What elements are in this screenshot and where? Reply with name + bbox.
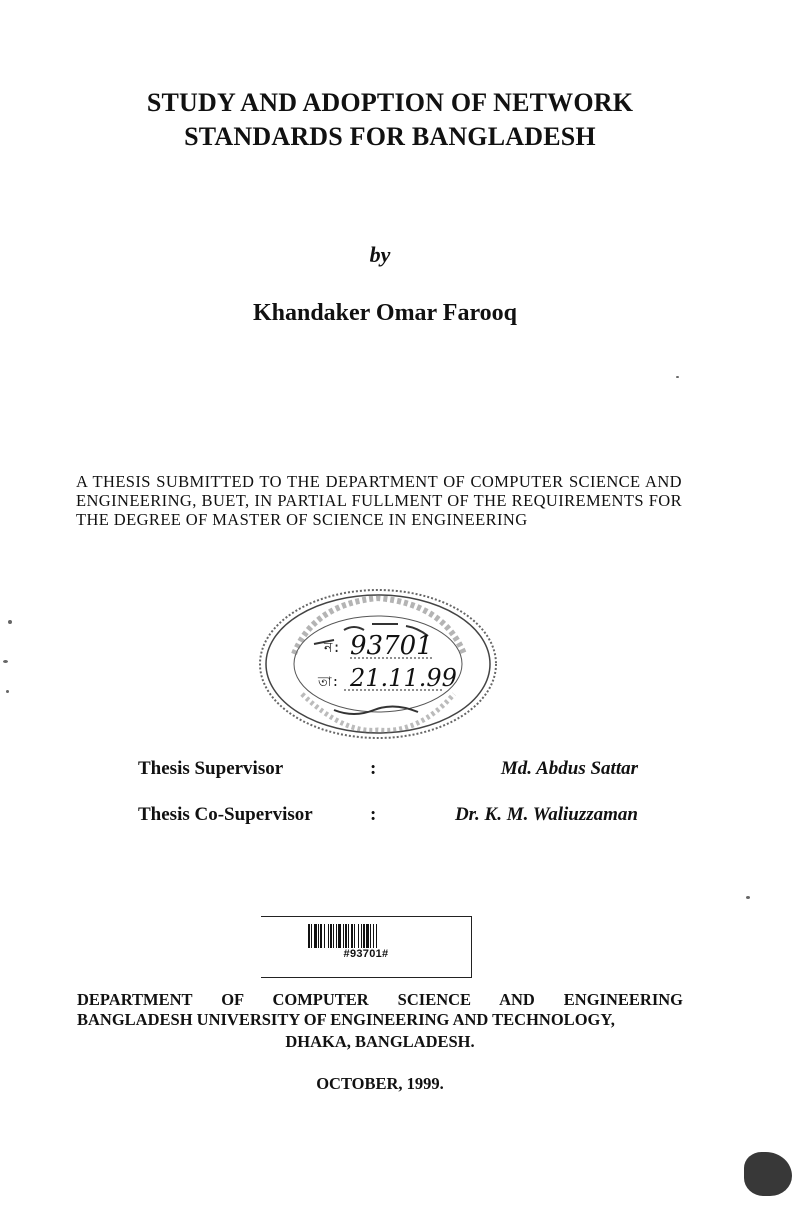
- by-label: by: [369, 242, 391, 267]
- department-line-1: DEPARTMENT OF COMPUTER SCIENCE AND ENGINEERING: [77, 990, 683, 1009]
- barcode-bar: [311, 924, 312, 948]
- barcode-number: #93701#: [343, 948, 389, 960]
- barcode-bar: [333, 924, 334, 948]
- title-line-2: STANDARDS FOR BANGLADESH: [184, 122, 596, 151]
- svg-text:ন:: ন:: [324, 640, 341, 656]
- barcode-bar: [324, 924, 325, 948]
- barcode-bar: [351, 924, 353, 948]
- co-supervisor-label: Thesis Co-Supervisor: [138, 804, 313, 825]
- scan-blot: [744, 1152, 792, 1196]
- barcode-bar: [328, 924, 329, 948]
- scan-speck: [8, 620, 12, 624]
- barcode-bar: [318, 924, 319, 948]
- barcode-bar: [363, 924, 365, 948]
- stamp-number: 93701: [350, 631, 433, 661]
- barcode-bar: [354, 924, 355, 948]
- department-line-3: DHAKA, BANGLADESH.: [285, 1032, 475, 1051]
- barcode-icon: [308, 924, 438, 948]
- title-line-1: STUDY AND ADOPTION OF NETWORK: [146, 88, 634, 117]
- barcode-bar: [361, 924, 362, 948]
- thesis-statement: A THESIS SUBMITTED TO THE DEPARTMENT OF COMPUTER SCIENCE AND ENGINEERING, BUET, IN PARTIAL FULLMENT OF THE REQUIREMENTS FOR THE DEGREE OF MASTER OF SCIENCE IN ENGINEERING: [76, 472, 682, 529]
- thesis-title: [0, 86, 780, 154]
- supervisor-colon: :: [370, 758, 377, 779]
- department-block: [77, 990, 683, 1052]
- barcode-bar: [314, 924, 317, 948]
- barcode-bar: [376, 924, 377, 948]
- barcode-bar: [336, 924, 337, 948]
- author-name: Khandaker Omar Farooq: [252, 300, 518, 326]
- co-supervisor-name: Dr. K. M. Waliuzzaman: [454, 804, 638, 825]
- department-line-2: BANGLADESH UNIVERSITY OF ENGINEERING AND TECHNOLOGY,: [77, 1010, 615, 1029]
- barcode-bar: [358, 924, 359, 948]
- stamp-seal-icon: [254, 584, 502, 744]
- barcode-bar: [338, 924, 341, 948]
- scan-speck: [746, 896, 750, 899]
- barcode-bar: [343, 924, 344, 948]
- co-supervisor-colon: :: [370, 804, 377, 825]
- library-stamp: [254, 584, 502, 749]
- supervisor-label: Thesis Supervisor: [138, 758, 284, 779]
- barcode-bar: [308, 924, 310, 948]
- barcode-label: [261, 916, 472, 978]
- barcode-bar: [373, 924, 374, 948]
- scan-speck: [6, 690, 9, 693]
- barcode-bar: [330, 924, 332, 948]
- scan-speck: [3, 660, 8, 663]
- barcode-bar: [345, 924, 347, 948]
- barcode-bar: [370, 924, 371, 948]
- barcode-bar: [348, 924, 349, 948]
- scan-speck: [676, 376, 679, 378]
- stamp-date: 21.11.99: [350, 664, 457, 692]
- barcode-bar: [366, 924, 369, 948]
- co-supervisor-row: [138, 804, 638, 830]
- supervisor-name: Md. Abdus Sattar: [500, 758, 638, 779]
- submission-date: OCTOBER, 1999.: [316, 1074, 444, 1093]
- supervisor-row: [138, 758, 638, 784]
- svg-text:তা:: তা:: [318, 675, 340, 690]
- barcode-bar: [320, 924, 322, 948]
